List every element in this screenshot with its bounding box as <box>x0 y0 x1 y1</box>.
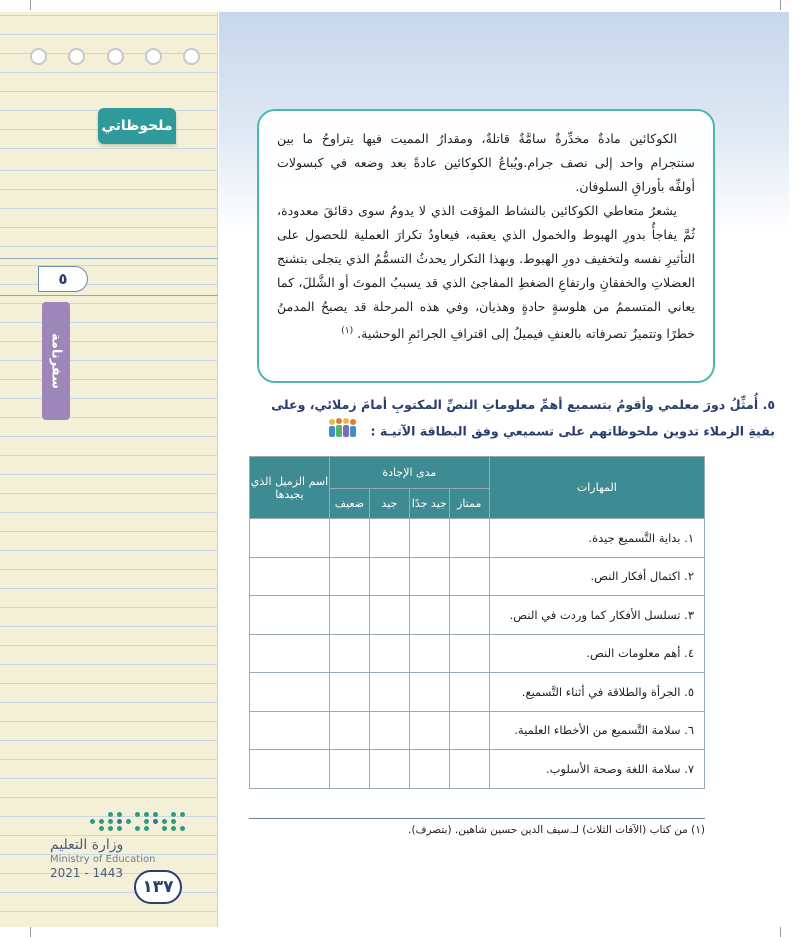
rating-cell[interactable] <box>369 634 409 673</box>
peer-name-cell[interactable] <box>250 750 330 789</box>
rating-cell[interactable] <box>449 634 489 673</box>
notes-tab: ملحوظاتي <box>98 108 176 144</box>
binder-hole <box>107 48 124 65</box>
rating-cell[interactable] <box>369 673 409 712</box>
peer-name-cell[interactable] <box>250 634 330 673</box>
binder-hole <box>30 48 47 65</box>
page-content <box>219 12 789 927</box>
rating-very-good: جيد جدًا <box>409 489 449 519</box>
rating-cell[interactable] <box>369 750 409 789</box>
rating-cell[interactable] <box>369 596 409 635</box>
peer-name-cell[interactable] <box>250 596 330 635</box>
peer-name-cell[interactable] <box>250 519 330 558</box>
ministry-name-ar: وزارة التعليم <box>50 837 124 853</box>
skill-label: ٥. الجرأة والطلاقة في أثناء التَّسميع. <box>489 673 704 712</box>
table-row <box>250 750 705 789</box>
rating-cell[interactable] <box>409 596 449 635</box>
rating-cell[interactable] <box>449 750 489 789</box>
skill-label: ٤. أهم معلومات النص. <box>489 634 704 673</box>
evaluation-table <box>249 456 705 789</box>
rating-cell[interactable] <box>409 519 449 558</box>
peer-name-cell[interactable] <box>250 711 330 750</box>
rating-weak: ضعيف <box>329 489 369 519</box>
binder-hole <box>145 48 162 65</box>
binder-hole <box>68 48 85 65</box>
binder-hole <box>183 48 200 65</box>
edition-year: 2021 - 1443 <box>50 866 124 880</box>
peer-name-header: اسم الزميل الذي يجيدها <box>250 457 330 519</box>
table-row <box>250 519 705 558</box>
footnote-divider <box>249 818 705 819</box>
rating-excellent: ممتاز <box>449 489 489 519</box>
notes-sidebar <box>0 12 218 927</box>
unit-divider <box>0 258 218 296</box>
rating-cell[interactable] <box>409 673 449 712</box>
rating-cell[interactable] <box>449 519 489 558</box>
table-row <box>250 673 705 712</box>
rating-cell[interactable] <box>409 557 449 596</box>
rating-cell[interactable] <box>329 711 369 750</box>
rating-cell[interactable] <box>329 596 369 635</box>
page-number: ١٣٧ <box>134 870 182 904</box>
rating-cell[interactable] <box>409 634 449 673</box>
rating-cell[interactable] <box>449 596 489 635</box>
ministry-name-en: Ministry of Education <box>50 854 156 865</box>
skill-label: ٦. سلامة التَّسميع من الأخطاء العلمية. <box>489 711 704 750</box>
table-row <box>250 711 705 750</box>
rating-cell[interactable] <box>409 750 449 789</box>
crop-mark <box>780 927 781 937</box>
rating-cell[interactable] <box>329 557 369 596</box>
binder-holes <box>30 48 200 65</box>
unit-number: ٥ <box>38 266 88 292</box>
rating-cell[interactable] <box>329 519 369 558</box>
rating-cell[interactable] <box>369 557 409 596</box>
skill-label: ١. بداية التَّسميع جيدة. <box>489 519 704 558</box>
logo-dots-icon <box>90 812 187 831</box>
rating-cell[interactable] <box>329 634 369 673</box>
table-row <box>250 596 705 635</box>
rating-cell[interactable] <box>329 673 369 712</box>
passage-paragraph: الكوكائين مادةٌ مخدِّرةٌ سامَّةٌ قاتلةٌ، ومقدارُ المميت فيها يتراوحُ ما بين سنتجرام واحد إلى نصف جرام.ويُباعُ الكوكائين عادةً بعد وضعه في كبسولات أولفِّه بأوراقِ السلوفان. <box>277 131 695 194</box>
rating-cell[interactable] <box>449 557 489 596</box>
task-instruction <box>247 392 775 447</box>
skills-header: المهارات <box>489 457 704 519</box>
group-work-icon <box>326 417 360 447</box>
table-row <box>250 557 705 596</box>
passage-paragraph: يشعرُ متعاطي الكوكائين بالنشاط المؤقت الذي لا يدومُ سوى دقائقَ معدودة، ثُمَّ يفاجأُ بدورِ الهبوط والخمول الذي يعقبه، فيعاودُ تكرارَ العملية للحصول على التأثيرِ نفسه ولتخفيف دورِ الهبوط. وبهذا التكرار يحدثُ التسمُّمُ الذي يتجلى بتشنج العضلاتِ والخفقانِ وارتفاعِ الضغطِ المفاجئ الذي قد يسببُ الموتَ أو الشَّللَ، كما يعاني المتسممُ من هلوسةٍ حادةٍ وهذيان، وفي هذه المرحلة قد يصبحُ المدمنُ خطرًا وتتميزُ تصرفاته بالعنفِ فيميلُ إلى اقترافِ الجرائمِ الوحشية. $^{(١)}$ <box>277 203 695 342</box>
crop-mark <box>30 0 31 10</box>
skill-label: ٧. سلامة اللغة وصحة الأسلوب. <box>489 750 704 789</box>
footnote-marker: (١) <box>341 326 354 336</box>
reading-passage <box>257 109 715 383</box>
rating-header: مدى الإجادة <box>329 457 489 489</box>
rating-cell[interactable] <box>409 711 449 750</box>
task-text: ٥. أُمثِّلُ دورَ معلمي وأقومُ بتسميع أهمِّ معلوماتِ النصِّ المكتوبِ أمامَ زملائي، وعلى بقيةِ الزملاء تدوين ملحوظاتهم على تسميعي وفق البطاقة الآتيـة : <box>271 397 775 439</box>
rating-cell[interactable] <box>369 711 409 750</box>
peer-name-cell[interactable] <box>250 557 330 596</box>
skill-label: ٣. تسلسل الأفكار كما وردت في النص. <box>489 596 704 635</box>
rating-cell[interactable] <box>329 750 369 789</box>
peer-name-cell[interactable] <box>250 673 330 712</box>
crop-mark <box>780 0 781 10</box>
crop-mark <box>30 927 31 937</box>
rating-cell[interactable] <box>449 673 489 712</box>
skill-label: ٢. اكتمال أفكار النص. <box>489 557 704 596</box>
footnote: (١) من كتاب (الآفات الثلاث) لـ.سيف الدين حسين شاهين. (بتصرف). <box>408 824 705 836</box>
rating-good: جيد <box>369 489 409 519</box>
table-row <box>250 634 705 673</box>
rating-cell[interactable] <box>449 711 489 750</box>
rating-cell[interactable] <box>369 519 409 558</box>
unit-name: سفرنامة <box>42 302 70 420</box>
